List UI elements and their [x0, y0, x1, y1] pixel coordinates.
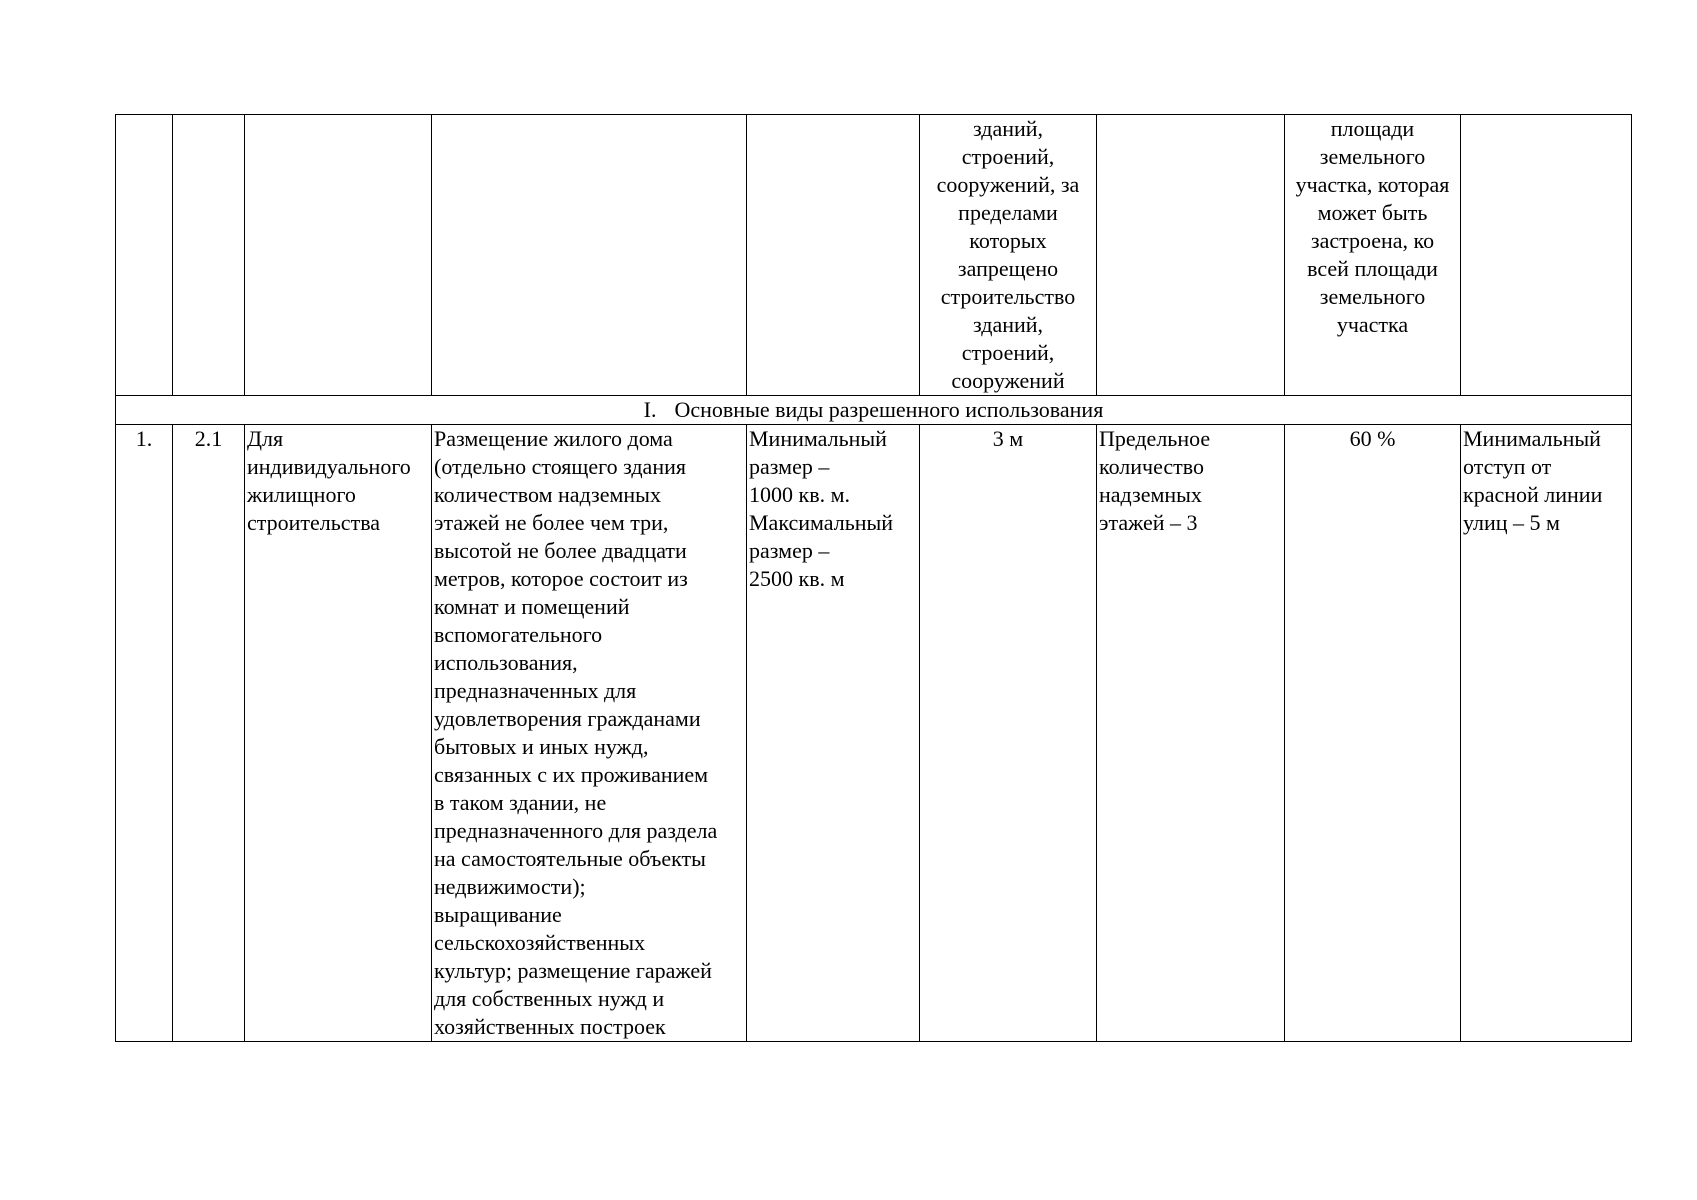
- row-description: Размещение жилого дома (отдельно стоящего здания количеством надземных этажей не более чем три, высотой не более двадцати метров, которое состоит из комнат и помещений вспомогательного использования, предназначенных для удовлетворения гражданами бытовых и иных нужд, связанных с их проживанием в таком здании, не предназначенного для раздела на самостоятельные объекты недвижимости); выращивание сельскохозяйственных культур; размещение гаражей для собственных нужд и хозяйственных построек: [432, 425, 747, 1042]
- row-other-params: Минимальный отступ от красной линии улиц – 5 м: [1461, 425, 1632, 1042]
- header-cell-5: [747, 115, 920, 396]
- header-cell-1: [116, 115, 173, 396]
- row-use-name: Для индивидуального жилищного строительства: [245, 425, 432, 1042]
- header-cell-7: [1097, 115, 1285, 396]
- header-cell-3: [245, 115, 432, 396]
- header-cell-9: [1461, 115, 1632, 396]
- row-setback: 3 м: [920, 425, 1097, 1042]
- row-coverage: 60 %: [1285, 425, 1461, 1042]
- header-cell-2: [173, 115, 245, 396]
- section-row: [116, 396, 1632, 425]
- land-use-table: [115, 114, 1632, 1042]
- section-title: Основные виды разрешенного использования: [674, 397, 1104, 422]
- section-heading: [116, 396, 1632, 425]
- header-cell-setback: зданий, строений, сооружений, за пределами которых запрещено строительство зданий, строений, сооружений: [920, 115, 1097, 396]
- header-row: [116, 115, 1632, 396]
- row-floors: Предельное количество надземных этажей – 3: [1097, 425, 1285, 1042]
- table-row: [116, 425, 1632, 1042]
- section-number: I.: [643, 397, 657, 422]
- row-plot-size: Минимальный размер – 1000 кв. м. Максимальный размер – 2500 кв. м: [747, 425, 920, 1042]
- row-number: 1.: [116, 425, 173, 1042]
- header-cell-4: [432, 115, 747, 396]
- row-code: 2.1: [173, 425, 245, 1042]
- header-cell-coverage: площади земельного участка, которая может быть застроена, ко всей площади земельного участка: [1285, 115, 1461, 396]
